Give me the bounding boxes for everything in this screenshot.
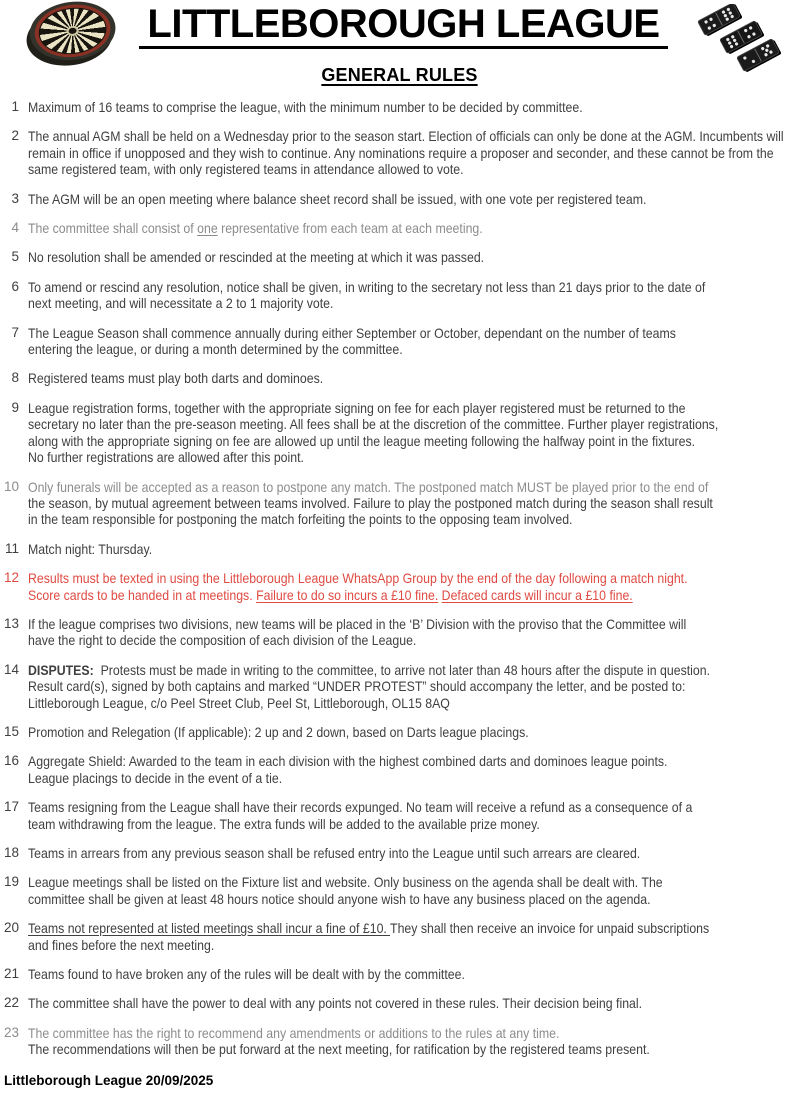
rule-number: 6 (11, 278, 19, 294)
rule-row (0, 220, 799, 236)
rule-line: Results must be texted in using the Littleborough League WhatsApp Group by the end of the day following a match night. (28, 570, 688, 587)
rule-row (0, 325, 799, 358)
rule-number: 19 (3, 874, 19, 890)
rule-text (28, 1025, 799, 1058)
rule-text (28, 191, 799, 207)
page-header (0, 0, 799, 64)
dartboard-icon (22, 0, 121, 71)
rule-line: committee shall be given at least 48 hours notice should anyone wish to have any business placed on the agenda. (28, 890, 651, 907)
rule-row (0, 279, 799, 312)
footer-text: Littleborough League 20/09/2025 (4, 1072, 214, 1088)
rule-row (0, 479, 799, 528)
rule-text (28, 753, 799, 786)
rule-line: Registered teams must play both darts and dominoes. (28, 370, 324, 387)
page-subtitle: GENERAL RULES (321, 65, 478, 85)
rule-line: Teams found to have broken any of the rules will be dealt with by the committee. (28, 966, 465, 983)
rule-row (0, 249, 799, 265)
rule-text (28, 662, 799, 711)
rule-line: No further registrations are allowed after this point. (28, 449, 304, 466)
rule-row (0, 570, 799, 603)
rule-row (0, 920, 799, 953)
rule-number: 20 (3, 920, 19, 936)
rule-row (0, 99, 799, 115)
rule-line: League placings to decide in the event of a tie. (28, 769, 283, 786)
rule-text (28, 874, 799, 907)
rule-row (0, 616, 799, 649)
rule-number: 15 (3, 723, 19, 739)
rule-number: 1 (11, 99, 19, 114)
rule-row (0, 541, 799, 557)
rule-line: have the right to decide the composition of each division of the League. (28, 632, 417, 649)
rule-text (28, 845, 799, 861)
rule-line: secretary no later than the pre-season meeting. All fees shall be at the discretion of the committee. Further player registrations, (28, 416, 719, 433)
rule-line: Result card(s), signed by both captains and marked “UNDER PROTEST” should accompany the letter, and be posted to: (28, 678, 686, 695)
rule-row (0, 662, 799, 711)
rule-line: The annual AGM shall be held on a Wednesday prior to the season start. Election of officials can only be done at the AGM. Incumbents will (28, 128, 784, 145)
rule-number: 9 (11, 399, 19, 415)
rule-number: 21 (3, 966, 19, 982)
rule-text (28, 724, 799, 740)
rule-text (28, 220, 799, 236)
rule-line: Teams not represented at listed meetings shall incur a fine of £10. They shall then receive an invoice for unpaid subscriptions (28, 920, 710, 937)
rule-row (0, 370, 799, 386)
rule-text (28, 370, 799, 386)
rule-number: 17 (3, 799, 19, 815)
rule-line: Maximum of 16 teams to comprise the league, with the minimum number to be decided by committee. (28, 99, 583, 115)
rule-row (0, 128, 799, 177)
rule-line: Teams in arrears from any previous season shall be refused entry into the League until such arrears are cleared. (28, 845, 641, 861)
rule-text (28, 920, 799, 953)
rule-line: the season, by mutual agreement between teams involved. Failure to play the postponed match during the season shall result (28, 494, 713, 511)
rule-row (0, 966, 799, 982)
rule-text (28, 249, 799, 265)
rule-text (28, 400, 799, 466)
subtitle-container (0, 65, 799, 86)
rule-line: The committee shall have the power to deal with any points not covered in these rules. Their decision being final. (28, 995, 643, 1012)
rule-line: Only funerals will be accepted as a reason to postpone any match. The postponed match MUST be played prior to the end of (28, 478, 709, 495)
rule-text (28, 279, 799, 312)
rule-text (28, 541, 799, 557)
rule-number: 18 (3, 845, 19, 860)
rule-line: next meeting, and will necessitate a 2 to 1 majority vote. (28, 295, 334, 312)
rule-row (0, 845, 799, 861)
rule-line: team withdrawing from the league. The extra funds will be added to the available prize money. (28, 815, 540, 832)
rule-number: 5 (11, 249, 19, 265)
rule-number: 2 (11, 128, 19, 144)
rule-line: in the team responsible for postponing the match forfeiting the points to the opposing team involved. (28, 511, 573, 528)
rules-list (0, 86, 799, 1058)
rule-text (28, 479, 799, 528)
page-title: LITTLEBOROUGH LEAGUE (139, 4, 667, 49)
rule-line: along with the appropriate signing on fee are allowed up until the league meeting following the halfway point in the fixtures. (28, 432, 696, 449)
rule-row (0, 400, 799, 466)
rule-line: The committee has the right to recommend any amendments or additions to the rules at any time. (28, 1024, 560, 1041)
rule-line: Aggregate Shield: Awarded to the team in each division with the highest combined darts and dominoes league points. (28, 753, 668, 770)
rule-line: No resolution shall be amended or rescinded at the meeting at which it was passed. (28, 249, 485, 266)
rule-line: entering the league, or during a month determined by the committee. (28, 341, 403, 358)
rule-number: 13 (3, 615, 19, 631)
rule-number: 11 (4, 540, 19, 556)
rule-row (0, 753, 799, 786)
rule-number: 4 (11, 220, 19, 236)
rule-line: Score cards to be handed in at meetings. Failure to do so incurs a £10 fine. Defaced cards will incur a £10 fine. (28, 586, 633, 603)
rule-row (0, 191, 799, 207)
rule-number: 12 (3, 570, 19, 586)
title-container (118, 2, 689, 49)
rule-number: 10 (3, 478, 19, 494)
rule-line: The League Season shall commence annually during either September or October, dependant on the number of teams (28, 324, 676, 341)
rule-number: 7 (11, 324, 19, 340)
dominoes-icon (689, 4, 789, 74)
rule-line: If the league comprises two divisions, new teams will be placed in the ‘B’ Division with the proviso that the Committee will (28, 615, 687, 632)
rule-line: DISPUTES: Protests must be made in writing to the committee, to arrive not later than 48 hours after the dispute in question. (28, 661, 711, 678)
rule-line: League meetings shall be listed on the Fixture list and website. Only business on the agenda shall be dealt with. The (28, 874, 663, 891)
rule-text (28, 616, 799, 649)
rule-line: Promotion and Relegation (If applicable): 2 up and 2 down, based on Darts league placings. (28, 723, 529, 740)
rule-line: To amend or rescind any resolution, notice shall be given, in writing to the secretary not less than 21 days prior to the date of (28, 278, 706, 295)
rule-text (28, 99, 799, 115)
rule-line: Teams resigning from the League shall have their records expunged. No team will receive a refund as a consequence of a (28, 799, 693, 816)
rule-line: Match night: Thursday. (28, 540, 153, 557)
rule-text (28, 799, 799, 832)
rule-number: 8 (11, 370, 19, 386)
rule-line: The committee shall consist of one representative from each team at each meeting. (28, 220, 483, 237)
rule-number: 16 (3, 753, 19, 769)
rule-text (28, 128, 799, 177)
rule-text (28, 570, 799, 603)
rule-line: and fines before the next meeting. (28, 936, 215, 953)
rule-number: 14 (3, 661, 19, 677)
rule-row (0, 874, 799, 907)
rule-line: Littleborough League, c/o Peel Street Club, Peel St, Littleborough, OL15 8AQ (28, 694, 450, 711)
rule-row (0, 799, 799, 832)
rule-line: The recommendations will then be put forward at the next meeting, for ratification by the registered teams present. (28, 1041, 650, 1058)
rule-row (0, 995, 799, 1011)
rule-number: 22 (3, 995, 19, 1011)
rule-number: 23 (3, 1024, 19, 1040)
rule-text (28, 325, 799, 358)
rule-text (28, 995, 799, 1011)
rule-line: League registration forms, together with the appropriate signing on fee for each player registered must be returned to the (28, 399, 686, 416)
rule-row (0, 1025, 799, 1058)
rule-line: remain in office if unopposed and they wish to continue. Any nominations require a proposer and seconder, and these cannot be from the (28, 144, 774, 161)
rule-line: The AGM will be an open meeting where balance sheet record shall be issued, with one vote per registered team. (28, 190, 647, 207)
rule-row (0, 724, 799, 740)
rule-line: same registered team, with only registered teams in attendance allowed to vote. (28, 161, 464, 178)
rule-number: 3 (11, 190, 19, 206)
rule-text (28, 966, 799, 982)
